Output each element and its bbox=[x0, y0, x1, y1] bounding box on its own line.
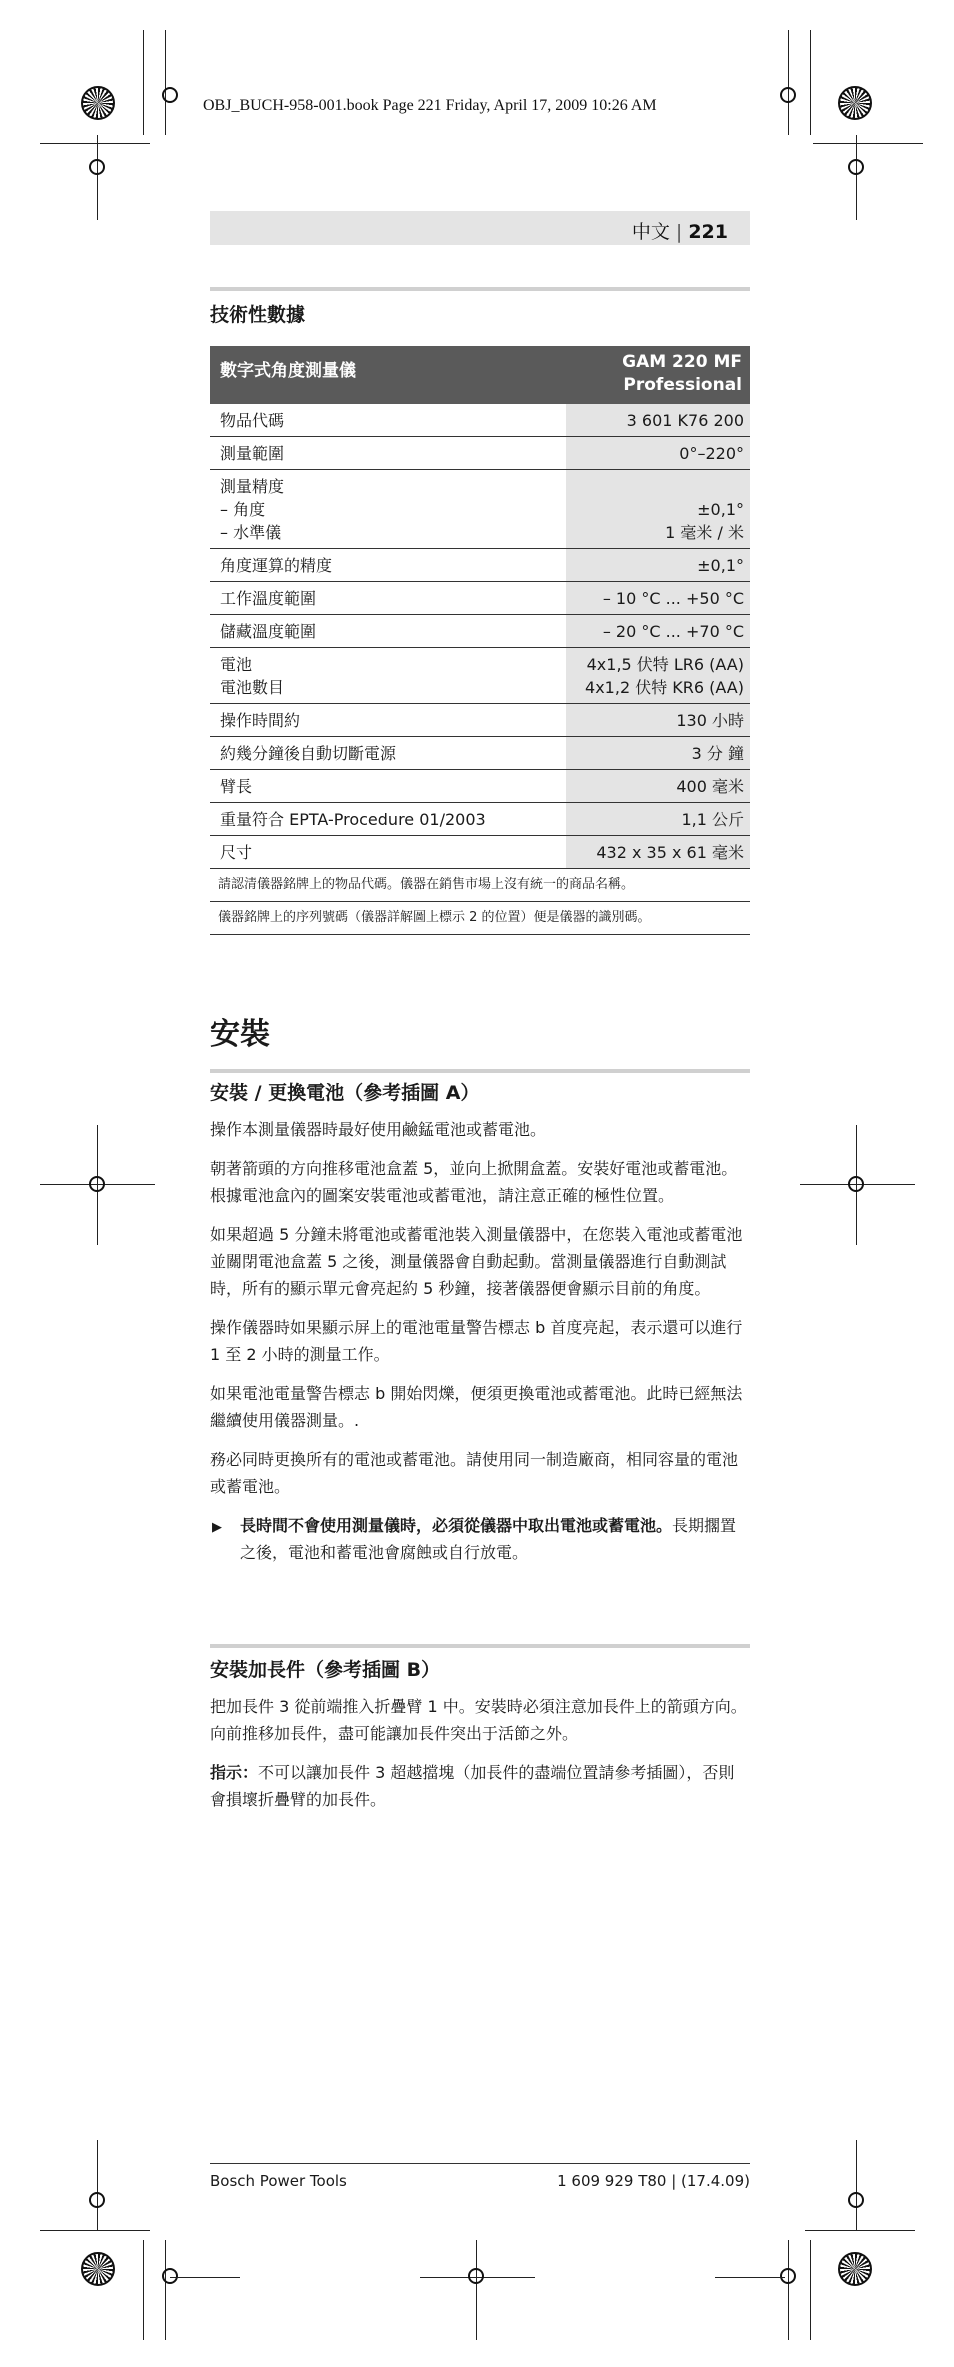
spec-label-line: 儲藏溫度範圍 bbox=[220, 622, 317, 641]
paragraph: 務必同時更換所有的電池或蓄電池。請使用同一制造廠商，相同容量的電池或蓄電池。 bbox=[210, 1450, 739, 1496]
extension-section-title: 安裝加長件（參考插圖 B） bbox=[210, 1659, 441, 1681]
paragraph: 如果超過 5 分鐘未將電池或蓄電池裝入測量儀器中，在您裝入電池或蓄電池並關閉電池盒蓋 5 之後，測量儀器會自動起動。當測量儀器進行自動測試時，所有的顯示單元會亮起約 5 秒鐘，接著儀器便會顯示目前的角度。 bbox=[210, 1225, 743, 1298]
spec-table bbox=[210, 346, 750, 935]
battery-section-title: 安裝 / 更換電池（參考插圖 A） bbox=[210, 1082, 480, 1104]
extension-section-body bbox=[210, 1693, 750, 1825]
crop-line bbox=[715, 2277, 785, 2278]
spec-label-line: 工作溫度範圍 bbox=[220, 589, 317, 608]
install-heading: 安裝 bbox=[210, 1017, 270, 1052]
spec-row bbox=[210, 803, 750, 836]
paragraph: 操作本測量儀器時最好使用鹼錳電池或蓄電池。 bbox=[210, 1120, 547, 1139]
bullet-arrow-icon: ▶ bbox=[212, 1520, 222, 1535]
spec-value-line: 3 分 鐘 bbox=[691, 744, 744, 763]
spec-value-line: – 10 °C ... +50 °C bbox=[602, 589, 744, 608]
note-paragraph bbox=[210, 1759, 750, 1813]
bullet-bold-text: 長時間不會使用測量儀時，必須從儀器中取出電池或蓄電池。 bbox=[240, 1516, 673, 1535]
spec-value-line: 400 毫米 bbox=[676, 777, 744, 796]
spec-note: 儀器銘牌上的序列號碼（儀器詳解圖上標示 2 的位置）便是儀器的識別碼。 bbox=[210, 902, 750, 935]
spec-row bbox=[210, 737, 750, 770]
spec-label-line: 電池 bbox=[220, 655, 253, 674]
spec-row bbox=[210, 437, 750, 470]
spec-value bbox=[566, 737, 750, 769]
spec-value bbox=[566, 404, 750, 436]
model-name: GAM 220 MF bbox=[622, 352, 742, 372]
crop-line bbox=[143, 30, 144, 135]
spec-rows bbox=[210, 404, 750, 869]
spec-value-line: 4x1,5 伏特 LR6 (AA) bbox=[586, 655, 744, 674]
spec-value bbox=[566, 648, 750, 703]
crop-line bbox=[476, 2240, 477, 2340]
spec-label-line: 操作時間約 bbox=[220, 711, 301, 730]
spec-value-line: 432 x 35 x 61 毫米 bbox=[596, 843, 744, 862]
spec-value bbox=[566, 615, 750, 647]
crop-line bbox=[97, 2140, 98, 2230]
spec-value bbox=[566, 437, 750, 469]
spec-label bbox=[210, 587, 566, 610]
crop-line bbox=[856, 135, 857, 220]
paragraph: 把加長件 3 從前端推入折疊臂 1 中。安裝時必須注意加長件上的箭頭方向。向前推移加長件，盡可能讓加長件突出于活節之外。 bbox=[210, 1697, 747, 1743]
language-label: 中文 bbox=[631, 221, 670, 243]
registration-mark-icon bbox=[848, 1176, 864, 1192]
registration-target-icon bbox=[81, 2252, 115, 2286]
spec-label bbox=[210, 442, 566, 465]
spec-label bbox=[210, 742, 566, 765]
spec-value-line: 3 601 K76 200 bbox=[626, 411, 744, 430]
spec-label-line: 測量範圍 bbox=[220, 444, 285, 463]
page-header-text bbox=[632, 217, 728, 244]
section-rule bbox=[210, 1644, 750, 1648]
bullet-text bbox=[240, 1512, 750, 1566]
spec-note: 請認清儀器銘牌上的物品代碼。儀器在銷售市場上沒有統一的商品名稱。 bbox=[210, 869, 750, 902]
section-rule bbox=[210, 1069, 750, 1073]
spec-label bbox=[210, 709, 566, 732]
spec-label bbox=[210, 653, 566, 699]
registration-mark-icon bbox=[468, 2268, 484, 2284]
spec-notes bbox=[210, 869, 750, 935]
battery-section-body bbox=[210, 1116, 750, 1566]
spec-row bbox=[210, 836, 750, 869]
spec-row bbox=[210, 549, 750, 582]
crop-line bbox=[856, 2140, 857, 2230]
paragraph: 如果電池電量警告標志 b 開始閃爍，便須更換電池或蓄電池。此時已經無法繼續使用儀器測量。. bbox=[210, 1384, 743, 1430]
model-line: Professional bbox=[623, 375, 742, 395]
spec-label-line: 物品代碼 bbox=[220, 411, 285, 430]
spec-value-line: 130 小時 bbox=[676, 711, 744, 730]
spec-value bbox=[566, 582, 750, 614]
spec-table-header bbox=[210, 346, 750, 404]
spec-value-line: ±0,1° bbox=[697, 500, 744, 519]
spec-value-line: ±0,1° bbox=[697, 556, 744, 575]
note-text: 不可以讓加長件 3 超越擋塊（加長件的盡端位置請參考插圖），否則會損壞折疊臂的加長件。 bbox=[210, 1763, 735, 1809]
spec-label-line: 電池數目 bbox=[220, 678, 285, 697]
spec-row bbox=[210, 615, 750, 648]
spec-label-line: 尺寸 bbox=[220, 843, 253, 862]
warning-bullet bbox=[210, 1512, 750, 1566]
spec-header-left: 數字式角度測量儀 bbox=[220, 361, 356, 381]
spec-label-line: 約幾分鐘後自動切斷電源 bbox=[220, 744, 397, 763]
spec-row bbox=[210, 704, 750, 737]
spec-value bbox=[566, 470, 750, 548]
crop-line bbox=[40, 143, 150, 144]
registration-mark-icon bbox=[848, 2192, 864, 2208]
spec-value-line: 1,1 公斤 bbox=[681, 810, 744, 829]
spec-row bbox=[210, 470, 750, 549]
spec-label bbox=[210, 409, 566, 432]
spec-label bbox=[210, 475, 566, 544]
spec-value-line: 0°–220° bbox=[679, 444, 744, 463]
spec-label-line: – 角度 bbox=[220, 500, 266, 519]
crop-line bbox=[97, 135, 98, 220]
spec-label-line: 角度運算的精度 bbox=[220, 556, 333, 575]
spec-label bbox=[210, 620, 566, 643]
crop-line bbox=[810, 2240, 811, 2340]
spec-value bbox=[566, 704, 750, 736]
footer-rule bbox=[210, 2163, 750, 2164]
registration-mark-icon bbox=[89, 159, 105, 175]
crop-line bbox=[813, 143, 923, 144]
spec-label-line: 臂長 bbox=[220, 777, 253, 796]
spec-value bbox=[566, 549, 750, 581]
spec-value-line bbox=[566, 475, 744, 498]
spec-label bbox=[210, 554, 566, 577]
paragraph: 操作儀器時如果顯示屏上的電池電量警告標志 b 首度亮起，表示還可以進行 1 至 2 小時的測量工作。 bbox=[210, 1318, 743, 1364]
spec-label-line: – 水準儀 bbox=[220, 523, 282, 542]
crop-line bbox=[40, 2230, 150, 2231]
tech-data-title: 技術性數據 bbox=[210, 304, 306, 326]
registration-target-icon bbox=[81, 86, 115, 120]
book-header-line: OBJ_BUCH-958-001.book Page 221 Friday, April 17, 2009 10:26 AM bbox=[203, 97, 657, 114]
page-number: 221 bbox=[688, 221, 728, 243]
paragraph: 朝著箭頭的方向推移電池盒蓋 5，並向上掀開盒蓋。安裝好電池或蓄電池。根據電池盒內的圖案安裝電池或蓄電池，請注意正確的極性位置。 bbox=[210, 1159, 738, 1205]
spec-value-line: 4x1,2 伏特 KR6 (AA) bbox=[585, 678, 744, 697]
crop-line bbox=[805, 2230, 915, 2231]
registration-mark-icon bbox=[89, 2192, 105, 2208]
crop-line bbox=[165, 30, 166, 135]
separator: | bbox=[675, 221, 683, 243]
footer-doc-number: 1 609 929 T80 | (17.4.09) bbox=[557, 2172, 750, 2190]
spec-label bbox=[210, 775, 566, 798]
crop-line bbox=[810, 30, 811, 135]
spec-value bbox=[566, 803, 750, 835]
spec-value-line: 1 毫米 / 米 bbox=[665, 523, 744, 542]
spec-value bbox=[566, 770, 750, 802]
registration-mark-icon bbox=[780, 2268, 796, 2284]
crop-line bbox=[170, 2277, 240, 2278]
crop-line bbox=[143, 2240, 144, 2340]
crop-line bbox=[165, 2240, 166, 2340]
footer-brand: Bosch Power Tools bbox=[210, 2172, 347, 2190]
spec-label bbox=[210, 841, 566, 864]
spec-label bbox=[210, 808, 566, 831]
spec-row bbox=[210, 404, 750, 437]
registration-mark-icon bbox=[162, 87, 178, 103]
note-label: 指示： bbox=[210, 1763, 259, 1782]
crop-line bbox=[788, 2240, 789, 2340]
spec-label-line: 重量符合 EPTA-Procedure 01/2003 bbox=[220, 810, 486, 829]
crop-line bbox=[788, 30, 789, 135]
page-header-bar bbox=[210, 211, 750, 245]
spec-row bbox=[210, 582, 750, 615]
spec-header-right bbox=[622, 346, 750, 397]
registration-mark-icon bbox=[89, 1176, 105, 1192]
spec-value bbox=[566, 836, 750, 868]
registration-target-icon bbox=[838, 86, 872, 120]
spec-row bbox=[210, 770, 750, 803]
spec-label-line: 測量精度 bbox=[220, 477, 285, 496]
spec-row bbox=[210, 648, 750, 704]
spec-value-line: – 20 °C ... +70 °C bbox=[602, 622, 744, 641]
registration-mark-icon bbox=[848, 159, 864, 175]
bullet-rest-text: 長期擱置之後，電池和蓄電池會腐蝕或自行放電。 bbox=[240, 1516, 737, 1562]
registration-target-icon bbox=[838, 2252, 872, 2286]
registration-mark-icon bbox=[162, 2268, 178, 2284]
registration-mark-icon bbox=[780, 87, 796, 103]
section-rule bbox=[210, 287, 750, 291]
